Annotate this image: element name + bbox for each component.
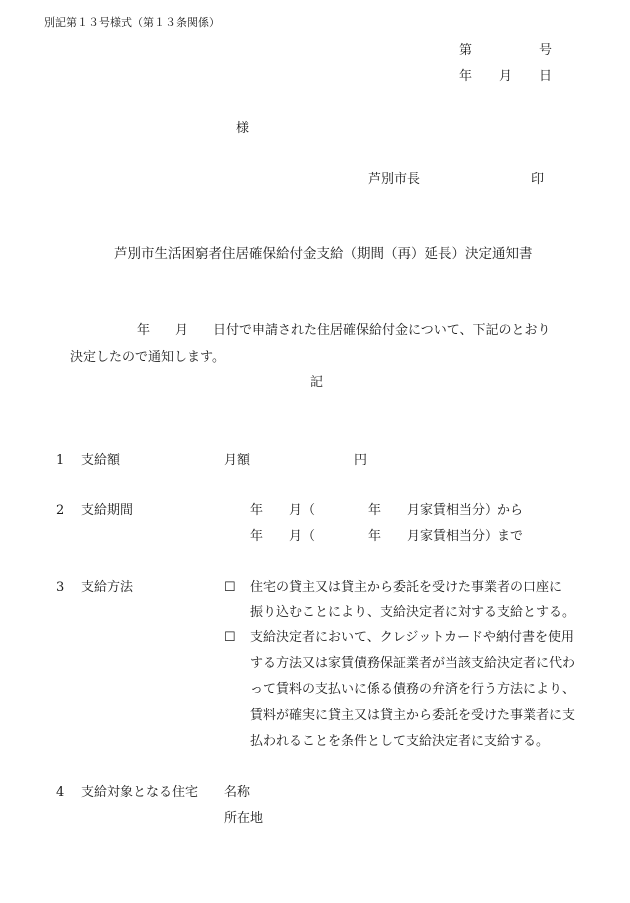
period-from-rent: 月家賃相当分） (407, 503, 499, 518)
item-4-number: 4 (56, 785, 65, 800)
body-year: 年 (137, 323, 151, 338)
date-month: 月 (499, 69, 513, 84)
method-option-2-line: 支給決定者において、クレジットカードや納付書を使用 (250, 630, 575, 645)
period-to-rent-year: 年 (368, 529, 382, 544)
method-option-2-checkbox[interactable]: ☐ (224, 630, 236, 645)
item-2-label: 支給期間 (81, 503, 134, 518)
addressee-suffix: 様 (236, 121, 250, 136)
item-2-number: 2 (56, 503, 65, 518)
yen-label: 円 (354, 453, 368, 468)
period-to-rent: 月家賃相当分） (407, 529, 499, 544)
item-3-number: 3 (56, 580, 65, 595)
form-label: 別記第１３号様式（第１３条関係） (44, 16, 220, 29)
sender-name: 芦別市長 (368, 172, 421, 187)
period-to-label: まで (497, 529, 524, 544)
body-month: 月 (175, 323, 189, 338)
method-option-1-line: 振り込むことにより、支給決定者に対する支給とする。 (250, 605, 576, 620)
seal-mark: 印 (531, 172, 545, 187)
number-prefix: 第 (459, 43, 473, 58)
period-from-year: 年 (250, 503, 264, 518)
housing-address-label: 所在地 (224, 811, 264, 826)
document-title: 芦別市生活困窮者住居確保給付金支給（期間（再）延長）決定通知書 (114, 246, 533, 262)
body-line1: 日付で申請された住居確保給付金について、下記のとおり (213, 323, 551, 338)
period-to-month: 月（ (289, 529, 316, 544)
method-option-1-checkbox[interactable]: ☐ (224, 580, 236, 595)
date-day: 日 (539, 69, 553, 84)
number-suffix: 号 (539, 43, 553, 58)
item-4-label: 支給対象となる住宅 (81, 785, 199, 800)
period-from-month: 月（ (289, 503, 316, 518)
item-1-label: 支給額 (81, 453, 121, 468)
method-option-2-line: 賃料が確実に貸主又は貸主から委託を受けた事業者に支 (250, 708, 576, 723)
method-option-2-line: する方法又は家賃債務保証業者が当該支給決定者に代わ (250, 656, 576, 671)
period-to-year: 年 (250, 529, 264, 544)
item-3-label: 支給方法 (81, 580, 134, 595)
housing-name-label: 名称 (224, 785, 251, 800)
monthly-amount-label: 月額 (224, 453, 251, 468)
item-1-number: 1 (56, 453, 65, 468)
method-option-1-line: 住宅の貸主又は貸主から委託を受けた事業者の口座に (250, 580, 563, 595)
body-line2: 決定したので通知します。 (70, 350, 225, 365)
method-option-2-line: って賃料の支払いに係る債務の弁済を行う方法により、 (250, 682, 576, 697)
period-from-label: から (497, 503, 524, 518)
method-option-2-line: 払われることを条件として支給決定者に支給する。 (250, 734, 550, 749)
period-from-rent-year: 年 (368, 503, 382, 518)
ki-label: 記 (310, 375, 324, 390)
date-year: 年 (459, 69, 473, 84)
